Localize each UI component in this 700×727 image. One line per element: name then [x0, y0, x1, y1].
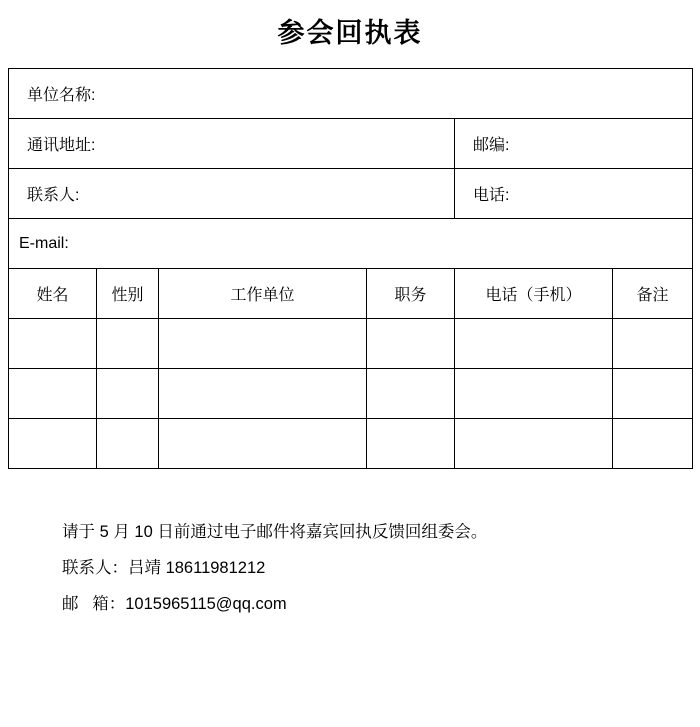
cell-position[interactable] — [367, 369, 455, 419]
cell-remark[interactable] — [613, 419, 693, 469]
table-row — [9, 69, 693, 119]
table-row — [9, 419, 693, 469]
document-page — [0, 16, 700, 727]
notes-section — [0, 517, 700, 619]
receipt-table — [8, 68, 693, 469]
field-email[interactable]: E-mail: — [9, 219, 693, 269]
cell-position[interactable] — [367, 419, 455, 469]
field-address[interactable]: 通讯地址: — [9, 119, 455, 169]
column-header-name: 姓名 — [9, 269, 97, 319]
table-row — [9, 319, 693, 369]
cell-gender[interactable] — [97, 419, 159, 469]
table-row — [9, 119, 693, 169]
cell-name[interactable] — [9, 419, 97, 469]
field-contact-person[interactable]: 联系人: — [9, 169, 455, 219]
table-row — [9, 169, 693, 219]
column-header-phone: 电话（手机） — [455, 269, 613, 319]
cell-remark[interactable] — [613, 369, 693, 419]
cell-work-unit[interactable] — [159, 319, 367, 369]
column-header-position: 职务 — [367, 269, 455, 319]
page-title: 参会回执表 — [277, 18, 423, 48]
table-row — [9, 219, 693, 269]
cell-phone[interactable] — [455, 419, 613, 469]
note-mailbox: 邮 箱：1015965115@qq.com — [62, 595, 287, 613]
column-header-remark: 备注 — [613, 269, 693, 319]
cell-position[interactable] — [367, 319, 455, 369]
note-deadline: 请于 5 月 10 日前通过电子邮件将嘉宾回执反馈回组委会。 — [62, 523, 488, 541]
cell-gender[interactable] — [97, 319, 159, 369]
field-unit-name[interactable]: 单位名称: — [9, 69, 693, 119]
column-header-work-unit: 工作单位 — [159, 269, 367, 319]
cell-work-unit[interactable] — [159, 369, 367, 419]
cell-gender[interactable] — [97, 369, 159, 419]
table-header-row — [9, 269, 693, 319]
note-contact: 联系人：吕靖 18611981212 — [62, 559, 266, 577]
cell-phone[interactable] — [455, 369, 613, 419]
cell-remark[interactable] — [613, 319, 693, 369]
field-phone[interactable]: 电话: — [455, 169, 693, 219]
field-postcode[interactable]: 邮编: — [455, 119, 693, 169]
cell-name[interactable] — [9, 319, 97, 369]
cell-work-unit[interactable] — [159, 419, 367, 469]
cell-name[interactable] — [9, 369, 97, 419]
receipt-form — [8, 68, 692, 469]
cell-phone[interactable] — [455, 319, 613, 369]
table-row — [9, 369, 693, 419]
column-header-gender: 性别 — [97, 269, 159, 319]
